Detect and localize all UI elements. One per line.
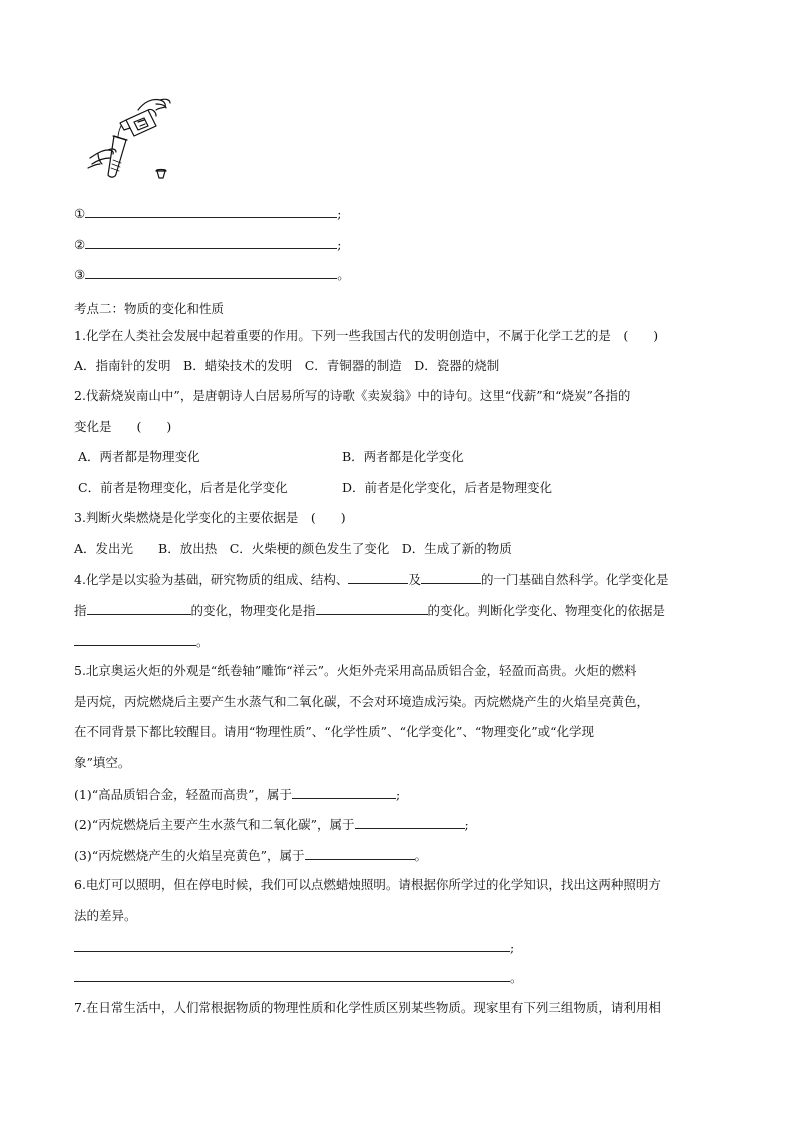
q4-blank-5[interactable] — [74, 633, 196, 646]
answer-blank-2[interactable] — [85, 236, 337, 249]
q2-option-c: C．前者是物理变化，后者是化学变化 — [78, 480, 288, 495]
q2-option-a: A．两者都是物理变化 — [78, 449, 200, 464]
q5-sub-3: (3)“丙烷燃烧产生的火焰呈亮黄色”，属于 。 — [74, 848, 428, 863]
q5-sub-2: (2)“丙烷燃烧后主要产生水蒸气和二氧化碳”，属于 ; — [74, 817, 469, 832]
q1-options: A．指南针的发明 B．蜡染技术的发明 C．青铜器的制造 D．瓷器的烧制 — [74, 358, 500, 373]
q6-line2: 法的差异。 — [74, 908, 137, 923]
answer-blank-3[interactable] — [85, 266, 337, 279]
q6-answer-2: 。 — [74, 969, 523, 986]
q5-sub-1: (1)“高品质铝合金，轻盈而高贵”，属于 ; — [74, 787, 401, 802]
q5-line2: 是丙烷，丙烷燃烧后主要产生水蒸气和二氧化碳，不会对环境造成污染。丙烷燃烧产生的火焰呈亮黄色， — [74, 694, 650, 709]
q1-stem: 1.化学在人类社会发展中起着重要的作用。下列一些我国古代的发明创造中，不属于化学工艺的是 ( ) — [74, 328, 659, 343]
q7-line1: 7.在日常生活中，人们常根据物质的物理性质和化学性质区别某些物质。现家里有下列三组物质，请利用相 — [74, 1000, 661, 1015]
q5-line1: 5.北京奥运火炬的外观是“纸卷轴”雕饰“祥云”。火炬外壳采用高品质铝合金，轻盈而高贵。火炬的燃料 — [74, 663, 637, 678]
answer-blank-1[interactable] — [85, 205, 337, 218]
blank-line-2: ② ; — [74, 237, 342, 252]
circled-number-2: ② — [74, 237, 86, 252]
q4-blank-1[interactable] — [348, 571, 408, 584]
q4-line3: 。 — [74, 633, 209, 650]
q5-blank-2[interactable] — [355, 816, 465, 829]
q5-line3: 在不同背景下都比较醒目。请用“物理性质”、“化学性质”、“化学变化”、“物理变化”或“化学现 — [74, 724, 595, 739]
blank-line-1: ① ; — [74, 206, 342, 221]
q4-line2: 指 的变化，物理变化是指 的变化。判断化学变化、物理变化的依据是 — [74, 603, 666, 618]
q6-blank-1[interactable] — [74, 939, 510, 952]
q6-line1: 6.电灯可以照明，但在停电时候，我们可以点燃蜡烛照明。请根据你所学过的化学知识，找出这两种照明方 — [74, 877, 661, 892]
q5-blank-1[interactable] — [292, 786, 396, 799]
q2-stem-line2: 变化是 ( ) — [74, 419, 172, 434]
blank-line-3: ③ 。 — [74, 267, 350, 282]
q4-blank-2[interactable] — [421, 571, 481, 584]
q2-option-d: D．前者是化学变化，后者是物理变化 — [342, 480, 553, 495]
q5-blank-3[interactable] — [305, 847, 415, 860]
q6-blank-2[interactable] — [74, 969, 510, 982]
q3-stem: 3.判断火柴燃烧是化学变化的主要依据是 ( ) — [74, 510, 346, 525]
circled-number-3: ③ — [74, 267, 86, 282]
q4-blank-4[interactable] — [316, 602, 428, 615]
q6-answer-1: ; — [74, 939, 514, 956]
q3-options: A．发出光 B．放出热 C．火柴梗的颜色发生了变化 D．生成了新的物质 — [74, 541, 512, 556]
pouring-liquid-illustration — [86, 92, 196, 184]
section-title: 考点二：物质的变化和性质 — [74, 301, 225, 316]
circled-number-1: ① — [74, 206, 86, 221]
q5-line4: 象”填空。 — [74, 755, 131, 770]
q4-blank-3[interactable] — [87, 602, 191, 615]
q2-stem-line1: 2.伐薪烧炭南山中”，是唐朝诗人白居易所写的诗歌《卖炭翁》中的诗句。这里“伐薪”和“烧炭”各指的 — [74, 388, 631, 403]
q4-line1: 4.化学是以实验为基础，研究物质的组成、结构、 及 的一门基础自然科学。化学变化是 — [74, 572, 669, 587]
q2-option-b: B．两者都是化学变化 — [342, 449, 464, 464]
